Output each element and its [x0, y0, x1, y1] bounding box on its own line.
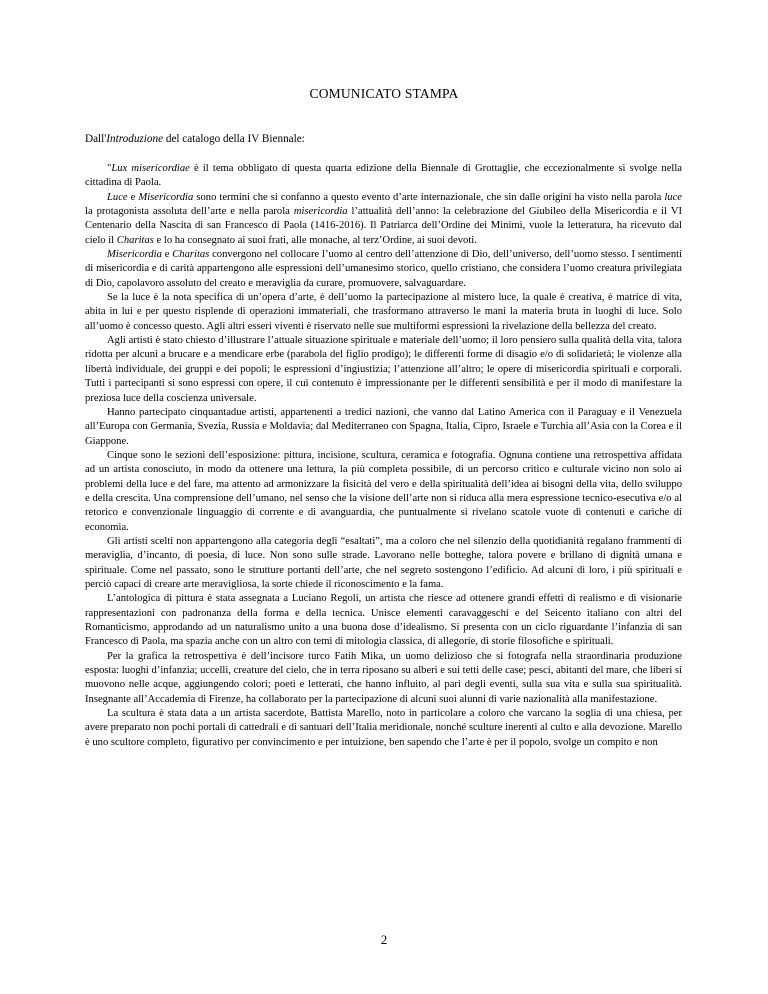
italic-term: Charitas [116, 234, 154, 246]
text-run: sono termini che si confanno a questo evento d’arte internazionale, che sin dalle origini ha visto nella parola [193, 191, 665, 203]
text-run: Gli artisti scelti non appartengono alla categoria degli “esaltati”, ma a coloro che nel silenzio della quotidianità regalano frammenti di meraviglia, d’incanto, di poesia, di luce. Non sono sulle strade. Lavorano nelle botteghe, talora povere e brillano di dignità umana e spirituale. Come nel passato, sono le strutture portanti dell’arte, che nel segreto sostengono l’edificio. Ad alcuni di loro, i più spirituali e perciò capaci di creare arte meravigliosa, la sorte chiede il riconoscimento e la fama. [85, 535, 682, 590]
page-number: 2 [380, 932, 388, 947]
body-paragraph [85, 449, 682, 535]
text-run: Cinque sono le sezioni dell’esposizione: pittura, incisione, scultura, ceramica e fotografia. Ognuna contiene una retrospettiva affidata ad un artista conosciuto, in modo da ottenere una lettura, la più completa possibile, di un percorso critico e culturale vicino non solo ai problemi della luce e del fare, ma attento ad armonizzare la fisicità del vero e della spiritualità dell’idea ai bisogni della vita, dello sviluppo e della crescita. Una comprensione dell’umano, nel senso che la visione dell’arte non si riduca alla mera espressione tecnico-esecutiva e/o al retorico e convenzionale linguaggio di corrente e di avanguardia, che puntualmente si rivelano scatole vuote di contenuti e cariche di economia. [85, 449, 682, 533]
body-paragraph [85, 162, 682, 191]
italic-term: Charitas [172, 249, 210, 261]
text-run: Hanno partecipato cinquantadue artisti, appartenenti a tredici nazioni, che vanno dal Latino America con il Paraguay e il Venezuela all’Europa con Germania, Svezia, Russia e Moldavia; dal Mediterraneo con Spagna, Italia, Cipro, Israele e Turchia all’Asia con la Corea e il Giappone. [85, 406, 682, 447]
text-run: L’antologica di pittura è stata assegnata a Luciano Regoli, un artista che riesce ad ottenere grandi effetti di realismo e di visionarie rappresentazioni con padronanza della forma e della tecnica. Unisce elementi caravaggeschi e del Seicento italiano con altri del Romanticismo, approdando ad un naturalismo unito a una buona dose d’idealismo. Si presenta con un ciclo riguardante l’infanzia di san Francesco di Paola, ma spazia anche con un altro con temi di mitologia classica, di allegorie, di storie filosofiche e spirituali. [85, 593, 682, 648]
body-paragraph [85, 535, 682, 592]
body-paragraph [85, 334, 682, 406]
text-run: Agli artisti è stato chiesto d’illustrare l’attuale situazione spirituale e materiale dell’uomo; il loro pensiero sulla qualità della vita, talora ridotta per alcuni a brucare e a mendicare erbe (parabola del figlio prodigo); le differenti forme di disagio e/o di solidarietà; le violenze alla libertà individuale, dei gruppi e dei popoli; le espressioni d’ingiustizia; l’attenzione all’altro; le opere di misericordia spirituali e corporali. Tutti i partecipanti si sono espressi con opere, il cui contenuto è impressionante per le differenti sensibilità e per il modo di manifestare la preziosa luce della coscienza universale. [85, 335, 682, 404]
intro-suffix: del catalogo della IV Biennale: [163, 133, 305, 145]
italic-term: Luce [107, 191, 128, 203]
text-run: e lo ha consegnato ai suoi frati, alle monache, al terz’Ordine, ai suoi devoti. [153, 234, 477, 246]
italic-term: Misericordia [138, 191, 194, 203]
text-run: Per la grafica la retrospettiva è dell’incisore turco Fatih Mika, un uomo delizioso che si fotografa nella straordinaria produzione esposta: luoghi d’infanzia; uccelli, creature del cielo, che in terra riposano su alberi e sui tetti delle case; pesci, abitanti del mare, che liberi si muovono nelle acque, aggiungendo colori; poeti e letterati, che hanno influito, al pari degli eventi, sulla sua vita e sulla sua spiritualità. Insegnante all’Accademia di Firenze, ha collaborato per la partecipazione di alcuni suoi alunni di varie nazionalità alla manifestazione. [85, 650, 682, 705]
intro-italic: Introduzione [106, 133, 164, 145]
intro-prefix: Dall' [85, 133, 107, 145]
text-run: " [107, 163, 112, 174]
italic-term: misericordia [293, 206, 348, 218]
text-run: convergono nel collocare l’uomo al centro dell’attenzione di Dio, dell’universo, dell’uomo stesso. I sentimenti di misericordia e di carità appartengono alle espressioni dell’umanesimo storico, quello cristiano, che considera l’uomo creatura privilegiata di Dio, capolavoro assoluto del creato e meraviglia da curare, promuovere, salvaguardare. [85, 249, 683, 289]
intro-line [85, 132, 685, 146]
body-paragraph [85, 650, 682, 707]
italic-term: Misericordia [107, 249, 162, 261]
body-paragraph [85, 291, 682, 334]
text-run: è il tema obbligato di questa quarta edizione della Biennale di Grottaglie, che eccezionalmente si svolge nella cittadina di Paola. [85, 163, 682, 189]
text-run: e [161, 249, 173, 261]
text-run: l’attualità dell’anno: la celebrazione del Giubileo della Misericordia e il VI Centenario della Nascita di san Francesco di Paola (1416-2016). Il Patriarca dell’Ordine dei Minimi, vuole la letteratura, ha ricevuto dal cielo il [85, 206, 683, 246]
body-paragraph [85, 592, 682, 649]
body-text [85, 162, 682, 750]
body-paragraph [85, 248, 682, 291]
italic-term: luce [664, 191, 682, 203]
body-paragraph [85, 707, 682, 750]
text-run: la protagonista assoluta dell’arte e nella parola [85, 206, 294, 218]
body-paragraph [85, 191, 682, 248]
text-run: Se la luce è la nota specifica di un’opera d’arte, è dell’uomo la partecipazione al mistero luce, la quale è creativa, è matrice di vita, abita in lui e per questo risplende di operazioni immateriali, che trasformano attraverso le mani la materia bruta in luoghi di luce. Solo all’uomo è concesso questo. Agli altri esseri viventi è riservato nelle sue multiformi espressioni la rivelazione della bellezza del creato. [85, 292, 682, 332]
page-title: COMUNICATO STAMPA [309, 86, 459, 101]
italic-term: Lux misericordiae [111, 163, 190, 174]
body-paragraph [85, 406, 682, 449]
text-run: e [127, 191, 139, 203]
text-run: La scultura è stata data a un artista sacerdote, Battista Marello, noto in particolare a coloro che varcano la soglia di una chiesa, per avere preparato non pochi portali di cattedrali e di santuari dell’Italia meridionale, nonché sculture inerenti al culto e alla devozione. Marello è uno scultore completo, figurativo per convincimento e per intuizione, ben sapendo che l’arte è per il popolo, svolge un compito e non [85, 708, 682, 748]
